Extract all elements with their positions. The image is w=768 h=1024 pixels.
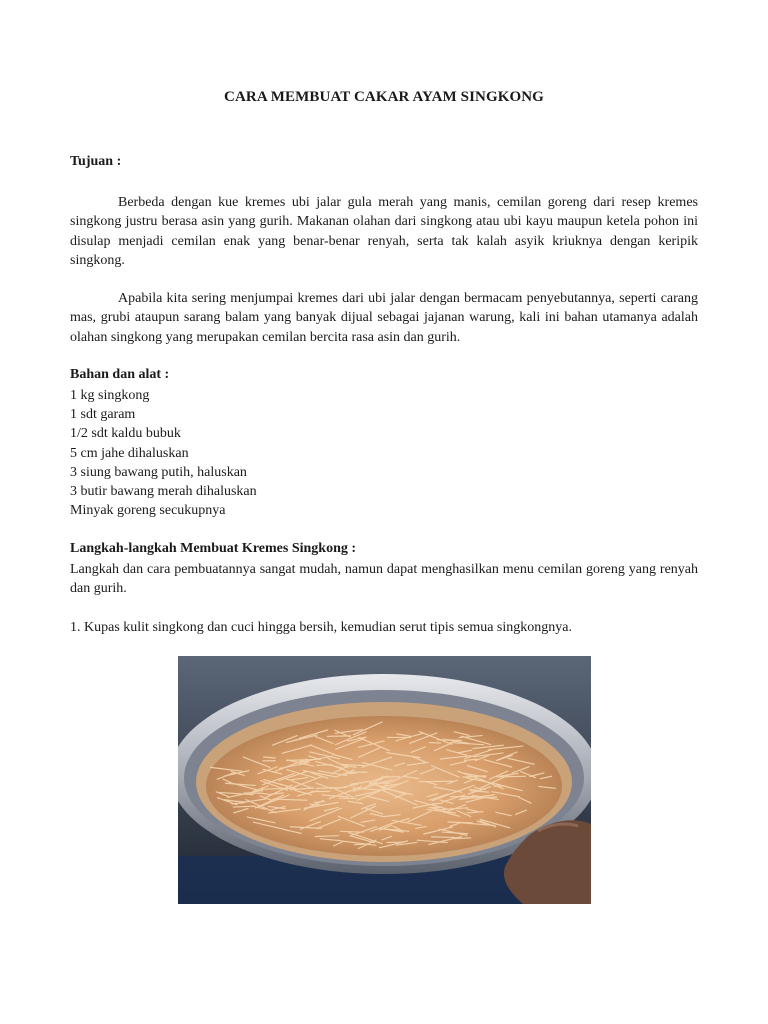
cassava-strand <box>232 803 244 804</box>
document-title: CARA MEMBUAT CAKAR AYAM SINGKONG <box>224 89 544 105</box>
langkah-heading: Langkah-langkah Membuat Kremes Singkong : <box>70 541 357 556</box>
grated-cassava-photo <box>178 656 591 904</box>
tujuan-heading: Tujuan : <box>70 154 122 169</box>
tujuan-paragraph-1-text: Berbeda dengan kue kremes ubi jalar gula merah yang manis, cemilan goreng dari resep kremes singkong justru berasa asin yang gurih. Makanan olahan dari singkong atau ubi kayu maupun ketela pohon ini disulap menjadi cemilan enak yang benar-benar renyah, serta tak kalah asyik kriuknya dengan keripik singkong. <box>70 195 698 268</box>
tujuan-paragraph-1 <box>70 193 698 270</box>
step-1-text: 1. Kupas kulit singkong dan cuci hingga bersih, kemudian serut tipis semua singkongnya. <box>70 620 572 635</box>
tujuan-paragraph-2 <box>70 289 698 347</box>
list-item: 3 butir bawang merah dihaluskan <box>70 484 257 500</box>
grated-cassava-image <box>178 656 591 904</box>
cassava-strand <box>327 736 350 737</box>
cassava-strand <box>310 804 320 805</box>
bahan-list <box>70 386 257 520</box>
list-item: 3 siung bawang putih, haluskan <box>70 464 247 480</box>
cassava-strand <box>497 776 526 777</box>
list-item: 1/2 sdt kaldu bubuk <box>70 426 181 442</box>
langkah-intro: Langkah dan cara pembuatannya sangat mudah, namun dapat menghasilkan menu cemilan goreng yang renyah dan gurih. <box>70 562 698 597</box>
cassava-strand <box>315 836 338 837</box>
cassava-strand <box>355 844 370 845</box>
cassava-strand <box>432 837 455 838</box>
list-item: 1 kg singkong <box>70 388 150 403</box>
bahan-heading: Bahan dan alat : <box>70 367 170 382</box>
list-item: Minyak goreng secukupnya <box>70 503 226 519</box>
list-item: 1 sdt garam <box>70 407 136 423</box>
tujuan-paragraph-2-text: Apabila kita sering menjumpai kremes dari ubi jalar dengan bermacam penyebutannya, seperti carang mas, grubi ataupun sarang balam yang banyak dijual sebagai jajanan warung, kali ini bahan utamanya adalah olahan singkong yang merupakan cemilan bercita rasa asin dan gurih. <box>70 291 698 345</box>
list-item: 5 cm jahe dihaluskan <box>70 445 189 461</box>
